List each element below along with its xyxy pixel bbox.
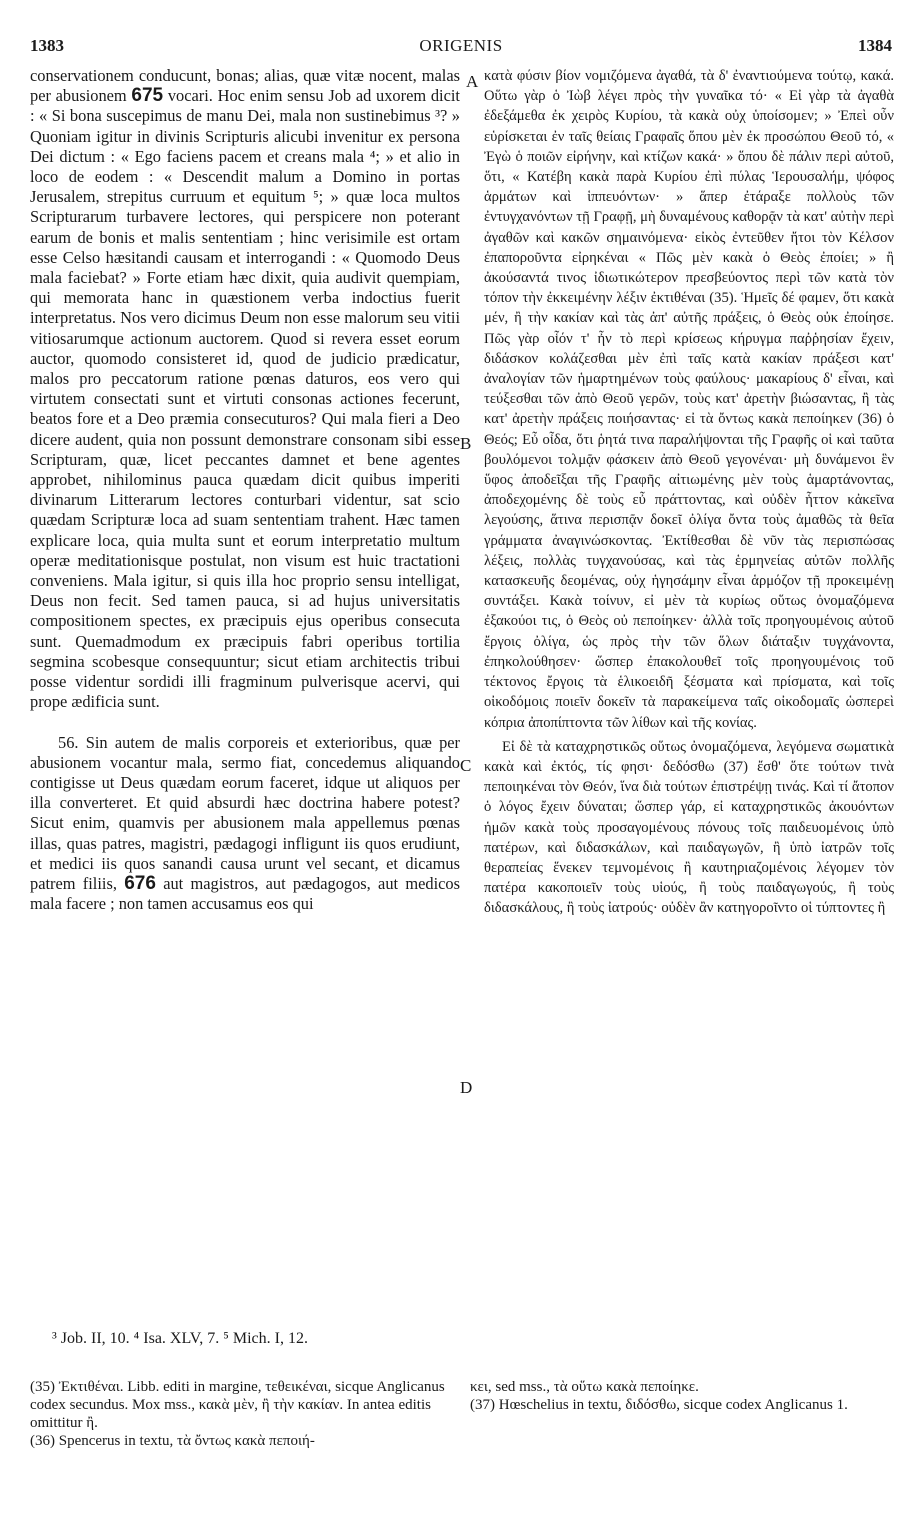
column-number-676: 676 (124, 872, 156, 894)
note-36: (36) Spencerus in textu, τὰ ὄντως κακὰ πεποιή- (30, 1433, 315, 1449)
margin-letter-a: A (466, 72, 479, 91)
greek-column (484, 66, 894, 919)
latin-p1-text-b: vocari. Hoc enim sensu Job ad uxorem dicit : « Si bona suscepimus de manu Dei, mala non sustinebimus ³? » Quoniam igitur in divinis Scripturis alicubi invenitur ex persona Dei dictum : « Ego faciens pacem et creans mala ⁴; » et alio in loco de eodem : « Descendit malum a Domino in portas Jerusalem, strepitus curruum et equitum ⁵; » quæ loca multos Scripturarum turbavere lectores, qui perspicere non poterant earum de bonis et malis sententiam ; hinc verisimile est ortam esse Celso hæsitandi causam et interrogandi : « Quomodo Deus mala faciebat? » Forte etiam hæc dixit, quia audivit quempiam, qui memorata hanc in quæstionem verba indoctius fuerit interpretatus. Nos vero dicimus Deum non esse malorum seu vitii vitiosarumque actionum auctorem. Quod si revera esset eorum auctor, quomodo consisteret id, quod de judicio prædicatur, malos pro peccatorum ratione pœnas daturos, eos vero qui virtutem consectati sunt et virtuti consonas actiones fecerunt, beatos fore et a Deo præmia consecuturos? Qui mala fieri a Deo dicere audent, quia non possunt demonstrare consonam sibi esse Scripturam, quæ, licet peccantes damnet et bene agentes approbet, nihilominus pauca quædam dicit quibus imperiti divinarum Litterarum lectores conturbari videntur, sat scio quædam Scripturæ loca ad suam sententiam trahent. Hæc tamen explicare loca, quia multa sunt et eorum interpretatio multum operæ meditationisque postulat, non visum est huic tractationi conveniens. Mala igitur, si quis illa hoc proprio sensu intelligat, Deus non fecit. Sed tamen pauca, si ad hujus universitatis compositionem spectes, ex præcipuis ejus operibus consecuta sunt. Quemadmodum ex præcipuis fabri operibus tortilia segmina scobesque consequuntur; sicut etiam architectis tribui posse videntur sordidi illi fragminum pulverisque acervi, qui prope ædificia sunt. (30, 86, 460, 712)
margin-letter-c: C (460, 756, 472, 775)
latin-p1-text-a: conservationem conducunt, bonas; alias, quæ vitæ nocent, malas per abusionem (30, 66, 460, 106)
latin-column (30, 66, 460, 914)
latin-p2-text-a: 56. Sin autem de malis corporeis et exterioribus, quæ per abusionem vocantur mala, sermo fiat, concedemus aliquando contigisse ut Deus quædam eorum faceret, idque ut aliquos per illa converteret. Et quid absurdi hæc doctrina habere potest? Sicut enim, quamvis per abusionem mala appellemus pœnas illas, quas patres, magistri, pædagogi infligunt iis quos erudiunt, et medici iis quos sanandi causa urunt vel secant, et dicamus patrem filiis, (30, 732, 460, 893)
note-37: (37) Hœschelius in textu, διδόσθω, sicque codex Anglicanus 1. (470, 1397, 848, 1413)
running-title: ORIGENIS (419, 36, 503, 55)
margin-letter-b: B (460, 434, 472, 453)
latin-paragraph-56 (30, 733, 460, 915)
latin-p2-text-b: aut magistros, aut pædagogos, aut medicos mala facere ; non tamen accusamus eos qui (30, 873, 460, 914)
scripture-references: ³ Job. II, 10. ⁴ Isa. XLV, 7. ⁵ Mich. I, 12. (52, 1330, 308, 1347)
variant-notes-right (470, 1378, 894, 1414)
latin-paragraph-1 (30, 66, 460, 713)
variant-notes-left (30, 1378, 462, 1450)
margin-letter-d: D (460, 1078, 473, 1097)
left-page-number: 1383 (30, 36, 64, 55)
page-header (30, 36, 892, 62)
note-35: (35) Ἐκτιθέναι. Libb. editi in margine, τεθεικέναι, sicque Anglicanus codex secundus. Mox mss., κακὰ μὲν, ἢ τὴν κακίαν. In antea editis omittitur ἢ. (30, 1379, 445, 1431)
right-page-number: 1384 (858, 36, 892, 55)
greek-paragraph-1: κατὰ φύσιν βίον νομιζόμενα ἀγαθά, τὰ δ' ἐναντιούμενα τούτῳ, κακά. Οὕτω γὰρ ὁ Ἰὼβ λέγει πρὸς τὴν γυναῖκα τό· « Εἰ γὰρ τὰ ἀγαθὰ ἐδεξάμεθα ἐκ χειρὸς Κυρίου, τὰ κακὰ οὐχ ὑποίσομεν; » Ἐπεὶ οὖν εὑρίσκεται ἐν ταῖς θείαις Γραφαῖς ὅπου μὲν ἐκ προσώπου Θεοῦ τό, « Ἐγὼ ὁ ποιῶν εἰρήνην, καὶ κτίζων κακά· » ὅπου δὲ πάλιν περὶ αὐτοῦ, ὅτι, « Κατέβη κακὰ παρὰ Κυρίου ἐπὶ πύλας Ἱερουσαλήμ, ψόφος ἁρμάτων καὶ ἱππευόντων· » ἅπερ ἐτάραξε πολλοὺς τῶν ἐντυγχανόντων τῇ Γραφῇ, μὴ δυναμένους καθορᾷν τὰ κατ' αὐτὴν περὶ ἀγαθῶν καὶ κακῶν σημαινόμενα· εἰκὸς ἐντεῦθεν ἤτοι τὸν Κέλσον ἐπαποροῦντα εἰρηκέναι « Πῶς μὲν κακὰ ὁ Θεὸς ἐποίει; » ἢ ἀκούσαντά τινος ἰδιωτικώτερον πρεσβεύοντος περὶ τῶν κατὰ τὸν τόπον τὴν ἐκκειμένην λέξιν ἐκτιθέναι (35). Ἡμεῖς δέ φαμεν, ὅτι κακὰ μέν, ἢ τὴν κακίαν καὶ τὰς ἀπ' αὐτῆς πράξεις, ὁ Θεὸς οὐκ ἐποίησε. Πῶς γὰρ οἷόν τ' ἦν τὸ περὶ κρίσεως κήρυγμα παῤῥησίαν ἔχειν, διδάσκον κολάζεσθαι μὲν ἐπὶ ταῖς κατὰ κακίαν πράξεσι κατ' ἀναλογίαν τῶν ἡμαρτημένων τοὺς φαύλους· μακαρίους δ' εἶναι, καὶ τεύξεσθαι τῶν ἀπὸ Θεοῦ γερῶν, τοὺς κατ' ἀρετὴν βιώσαντας, ἢ τὰς κατ' ἀρετὴν πράξεις ποιήσαντας· εἰ τὰ ὄντως κακὰ πεποίηκεν (36) ὁ Θεός; Εὖ οἶδα, ὅτι ῥητά τινα παραλήψονται τῆς Γραφῆς οἱ καὶ ταῦτα βουλόμενοι τολμᾷν φάσκειν ἀπὸ Θεοῦ γεγονέναι· μὴ δυνάμενοι ἓν ὕφος ἀποδεῖξαι τῆς Γραφῆς αἰτιωμένης μὲν τοὺς ἁμαρτάνοντας, ἀποδεχομένης δὲ τοὺς εὖ πράττοντας, καὶ οὐδὲν ἧττον κἀκεῖνα λεγούσης, ἅτινα περισπᾷν δοκεῖ ὀλίγα ὄντα τοὺς ἀμαθῶς τὰ θεῖα γράμματα ἀναγινώσκοντας. Ἐκτίθεσθαι δὲ νῦν τὰς περισπώσας λέξεις, πολλὰς τυγχανούσας, καὶ τὰς ἑρμηνείας αὐτῶν πολλῆς κατασκευῆς δεομένας, οὐχ ἡγησάμην εἶναι ἁρμόζον τῇ προκειμένῃ συντάξει. Κακὰ τοίνυν, εἰ μὲν τὰ κυρίως οὕτως ὀνομαζόμενα ἐξακούοι τις, ὁ Θεὸς οὐ πεποίηκεν· ἀλλὰ τοῖς προηγουμένοις αὐτοῦ ἔργοις ὀλίγα, ὡς πρὸς τὴν τῶν ὅλων διάταξιν τυγχάνοντα, ἐπηκολούθησεν· ὥσπερ ἐπακολουθεῖ τοῖς προηγουμένοις τοῦ τέκτονος ἔργοις τὰ ἑλικοειδῆ ξέσματα καὶ πρίσματα, καὶ τοῖς οἰκοδόμοις ποιεῖν δοκεῖν τὰ παρακείμενα ταῖς οἰκοδομαῖς ὡσπερεὶ κόπρια ἀποπίπτοντα τῶν λίθων καὶ τῆς κονίας. (484, 68, 894, 731)
note-36-continued: κει, sed mss., τὰ οὕτω κακὰ πεποίηκε. (470, 1379, 699, 1395)
column-number-675: 675 (131, 85, 164, 107)
greek-paragraph-2: Εἰ δὲ τὰ καταχρηστικῶς οὕτως ὀνομαζόμενα, λεγόμενα σωματικὰ κακὰ καὶ ἐκτός, τίς φησι· δεδόσθω (37) ἔσθ' ὅτε τούτων τινὰ πεποιηκέναι τὸν Θεόν, ἵνα διὰ τούτων ἐπιστρέψῃ τινάς. Καὶ τί ἄτοπον ὁ λόγος ἔχειν δύναται; ὥσπερ γάρ, εἰ καταχρηστικῶς ἀκουόντων ἡμῶν κακὰ τοὺς προσαγομένους πόνους τοῖς παιδευομένοις ὑπὸ πατέρων, καὶ διδασκάλων, καὶ παιδαγωγῶν, ἢ ὑπὸ ἰατρῶν τοῖς θεραπείας ἕνεκεν τεμνομένοις ἢ καυτηριαζομένοις λέγομεν τὸν πατέρα κακοποιεῖν τοὺς υἱούς, ἢ τοὺς παιδαγωγούς, ἢ τοὺς διδασκάλους, ἢ τοὺς ἰατρούς· οὐδὲν ἂν κατηγοροῖντο οἱ τύπτοντες ἢ (484, 738, 894, 917)
